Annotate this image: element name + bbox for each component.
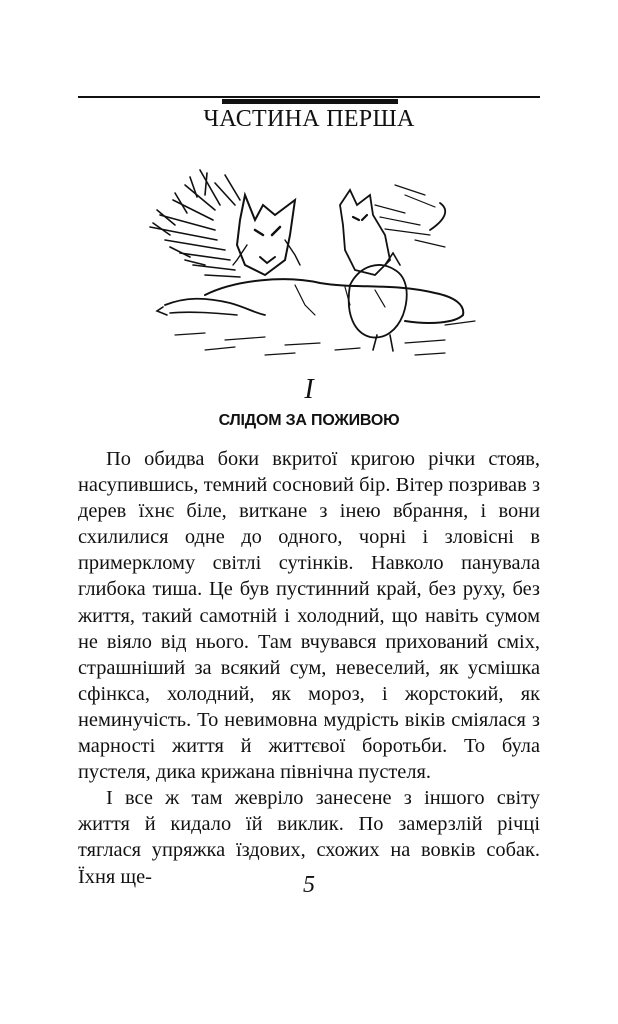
page-number: 5 [303, 872, 315, 898]
wolves-illustration-icon [145, 165, 490, 365]
chapter-title: СЛІДОМ ЗА ПОЖИВОЮ [218, 412, 400, 429]
chapter-number: I [304, 374, 314, 405]
paragraph: По обидва боки вкритої кригою річки стояв, насупившись, темний сосновий бір. Вітер позривав з дерев їхнє біле, виткане з інею вбрання, і вони схилилися одне до одного, чорні і зловісні в примерклому світлі сутінків. Навколо панувала глибока тиша. Це був пустинний край, без руху, без життя, такий самотній і холодний, що навіть сумом не віяло від нього. Там вчувався прихований сміх, страшніший за всякий сум, невеселий, як усмішка сфінкса, холодний, як мороз, і жорстокий, як неминучість. То невимовна мудрість віків сміялася з марності життя й життєвої боротьби. То була пустеля, дика крижана північна пустеля. [78, 448, 540, 784]
header-thin-rule [78, 96, 540, 98]
body-text [78, 446, 540, 890]
header-thick-rule [222, 99, 398, 104]
paragraph: І все ж там жевріло занесене з іншого світу життя й кидало їй виклик. По замерзлій річці тяглася упряжка їздових, схожих на вовків собак. Їхня ще- [78, 787, 540, 888]
part-title: ЧАСТИНА ПЕРША [203, 106, 415, 132]
